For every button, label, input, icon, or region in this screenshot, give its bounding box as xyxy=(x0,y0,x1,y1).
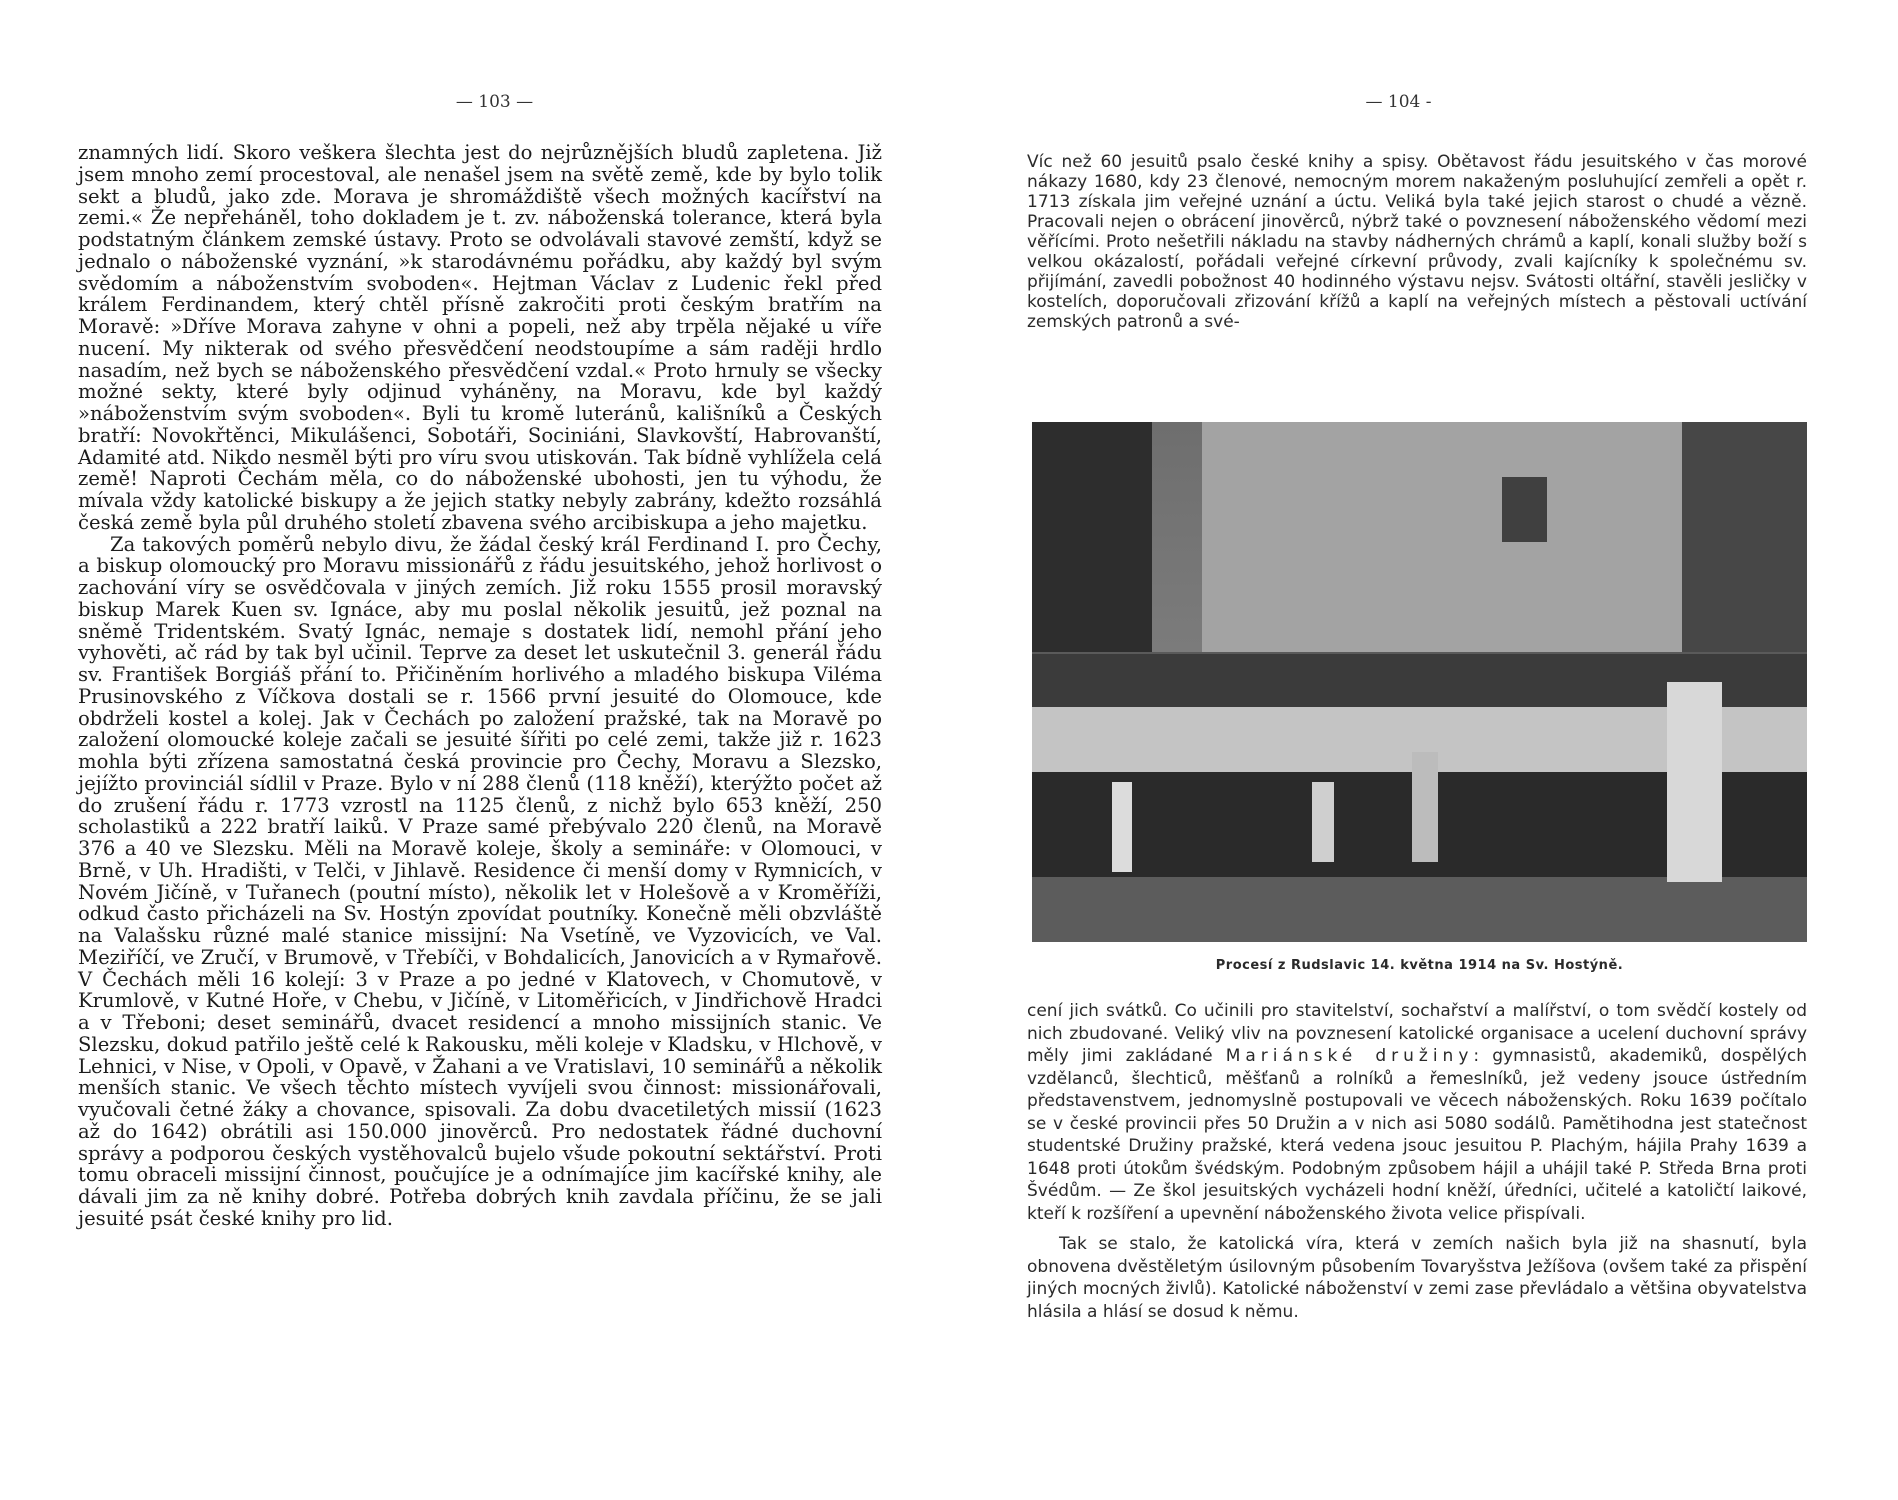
paragraph: Za takových poměrů nebylo divu, že žádal český král Ferdinand I. pro Čechy, a biskup olomoucký pro Moravu missionářů z řádu jesuitského, jehož horlivost o zachování víry se osvědčovala v jiných zemích. Již roku 1555 prosil moravský biskup Marek Kuen sv. Ignáce, aby mu poslal několik jesuitů, jež poznal na sněmě Tridentském. Svatý Ignác, nemaje s dostatek lidí, nemohl přání jeho vyhověti, ač rád by tak byl učinil. Teprve za deset let uskutečnil 3. generál řádu sv. František Borgiáš přání to. Přičiněním horlivého a mladého biskupa Viléma Prusinovského z Víčkova dostali se r. 1566 první jesuité do Olomouce, kde obdrželi kostel a kolej. Jak v Čechách po založení pražské, tak na Moravě po založení olomoucké koleje začali se jesuité šířiti po celé zemi, takže již r. 1623 mohla býti zřízena samostatná česká provincie pro Čechy, Moravu a Slezsko, jejížto provinciál sídlil v Praze. Bylo v ní 288 členů (118 kněží), kterýžto počet až do zrušení řádu r. 1773 vzrostl na 1125 členů, z nichž bylo 653 kněží, 250 scholastiků a 222 bratří laiků. V Praze samé přebývalo 220 členů, na Moravě 376 a 40 ve Slezsku. Měli na Moravě koleje, školy a semináře: v Olomouci, v Brně, v Uh. Hradišti, v Telči, v Jihlavě. Residence či menší domy v Rymnicích, v Novém Jičíně, v Tuřanech (poutní místo), několik let v Holešově a v Kroměříži, odkud často přicházeli na Sv. Hostýn zpovídat poutníky. Konečně měli obzvláště na Valašsku různé malé stanice missijní: Na Vsetíně, ve Vyzovicích, ve Val. Meziříčí, ve Zručí, v Brumově, v Třebíči, v Bohdalicích, Janovicích a v Rymařově. V Čechách měli 16 kolejí: 3 v Praze a po jedné v Klatovech, v Chomutově, v Krumlově, v Kutné Hoře, v Chebu, v Jičíně, v Litoměřicích, v Jindřichově Hradci a v Třeboni; deset seminářů, dvacet residencí a mnoho missijních stanic. Ve Slezsku, dokud patřilo ještě celé k Rakousku, měli koleje v Kladsku, v Hlchově, v Lehnici, v Nise, v Opoli, v Opavě, v Žahani a ve Vratislavi, 10 seminářů a několik menších stanic. Ve všech těchto místech vyvíjeli svou činnost: missionářovali, vyučovali četné žáky a chovance, spisovali. Za dobu dvacetiletých missií (1623 až do 1642) obrátili asi 150.000 jinověrců. Pro nedostatek řádné duchovní správy a podporou českých vystěhovalců bujelo všude pokoutní sektářství. Proti tomu obraceli missijní činnost, poučujíce je a odnímajíce jim kacířské knihy, ale dávali jim za ně knihy dobré. Potřeba dobrých knih zavdala příčinu, že se jali jesuité psát české knihy pro lid. xyxy=(78,532,882,1230)
page-number: — 104 - xyxy=(1365,92,1432,112)
text-run: : gymnasistů, akademiků, dospělých vzdělanců, šlechticů, měšťanů a rolníků a řemeslníků, jež vedeny jsouce ústředním představenstvem, jednomyslně postupovali ve věcech náboženských. Roku 1639 počítalo se v české provincii přes 50 Družin a v nich asi 5080 sodálů. Pamětihodna jest statečnost studentské Družiny pražské, která vedena jsouc jesuitou P. Plachým, hájila Prahy 1639 a 1648 proti útokům švédským. Podobným způsobem hájil a uhájil také P. Středa Brna proti Švédům. — Ze škol jesuitských vycházeli hodní kněží, úředníci, učitelé a katoličtí laikové, kteří k rozšíření a upevnění náboženského života velice přispívali. xyxy=(1027,1046,1808,1224)
paragraph xyxy=(1027,1000,1807,1225)
paragraph: Víc než 60 jesuitů psalo české knihy a spisy. Obětavost řádu jesuitského v čas morové nákazy 1680, kdy 23 členové, nemocným morem nakaženým posluhující zemřeli a opět r. 1713 získala jim veřejné uznání a úctu. Veliká byla také jejich starost o chudé a vězně. Pracovali nejen o obrácení jinověrců, nýbrž také o povznesení náboženského vědomí mezi věřícími. Proto nešetřili nákladu na stavby nádherných chrámů a kaplí, konali služby boží s velkou okázalostí, pořádali veřejné církevní průvody, zvali kajícníky k společnému sv. přijímání, zavedli pobožnost 40 hodinného výstavu nejsv. Svátosti oltářní, stavěli jesličky v kostelích, doporučovali zřizování křížů a kaplí na veřejných místech a pěstovali uctívání zemských patronů a své- xyxy=(1027,152,1807,332)
right-page xyxy=(949,0,1898,1500)
page-number: — 103 — xyxy=(455,92,534,112)
text-run: cení jich svátků. Co učinili pro stavitelství, sochařství a malířství, o tom svědčí kostely od nich zbudované. Veliký vliv na povznesení katolické organisace a ucelení duchovní správy měly jimi zakládané xyxy=(1027,1001,1807,1066)
procession-photo xyxy=(1032,422,1807,942)
right-page-top-text xyxy=(1027,152,1807,332)
procession-photo-image xyxy=(1032,422,1807,942)
paragraph: Tak se stalo, že katolická víra, která v zemích našich byla již na shasnutí, byla obnovena dvěstěletým úsilovným působením Tovaryšstva Ježíšova (ovšem také za přispění jiných mocných živlů). Katolické náboženství v zemi zase převládalo a většina obyvatelstva hlásila a hlásí se dosud k němu. xyxy=(1027,1234,1807,1322)
paragraph: znamných lidí. Skoro veškera šlechta jest do nejrůznějších bludů zapletena. Již jsem mnoho zemí procestoval, ale nenašel jsem na světě země, kde by bylo tolik sekt a bludů, jako zde. Morava je shromáždiště všech možných kacířství na zemi.« Že nepřeháněl, toho dokladem je t. zv. náboženská tolerance, která byla podstatným článkem zemské ústavy. Proto se odvolávali stavové zemští, když se jednalo o náboženské vyznání, »k starodávnému pořádku, aby každý byl svým svědomím a náboženstvím svoboden«. Hejtman Václav z Ludenic řekl před králem Ferdinandem, který chtěl přísně zakročiti proti českým bratřím na Moravě: »Dříve Morava zahyne v ohni a popeli, než aby trpěla nějaké u víře nucení. My nikterak od svého přesvědčení neodstoupíme a sám raději hrdlo nasadím, než bych se náboženského přesvědčení vzdal.« Proto hrnuly se všecky možné sekty, které byly odjinud vyháněny, na Moravu, kde byl každý »náboženstvím svým svoboden«. Byli tu kromě luteránů, kališníků a Českých bratří: Novokřtěnci, Mikulášenci, Sobotáři, Sociniáni, Slavkovští, Habrovanští, Adamité atd. Nikdo nesměl býti pro víru svou utiskován. Tak bídně vyhlížela celá země! Naproti Čechám měla, co do náboženské ubohosti, jen tu výhodu, že mívala vždy katolické biskupy a že jejich statky nebyly zabrány, kdežto rozsáhlá česká země byla půl druhého století zbavena svého arcibiskupa a jeho majetku. xyxy=(78,141,882,534)
right-page-bottom-text xyxy=(1027,1000,1807,1323)
left-page-text xyxy=(78,142,882,1230)
photo-caption: Procesí z Rudslavic 14. května 1914 na Sv. Hostýně. xyxy=(1215,958,1624,973)
spaced-term: Mariánské družiny xyxy=(1225,1046,1474,1066)
